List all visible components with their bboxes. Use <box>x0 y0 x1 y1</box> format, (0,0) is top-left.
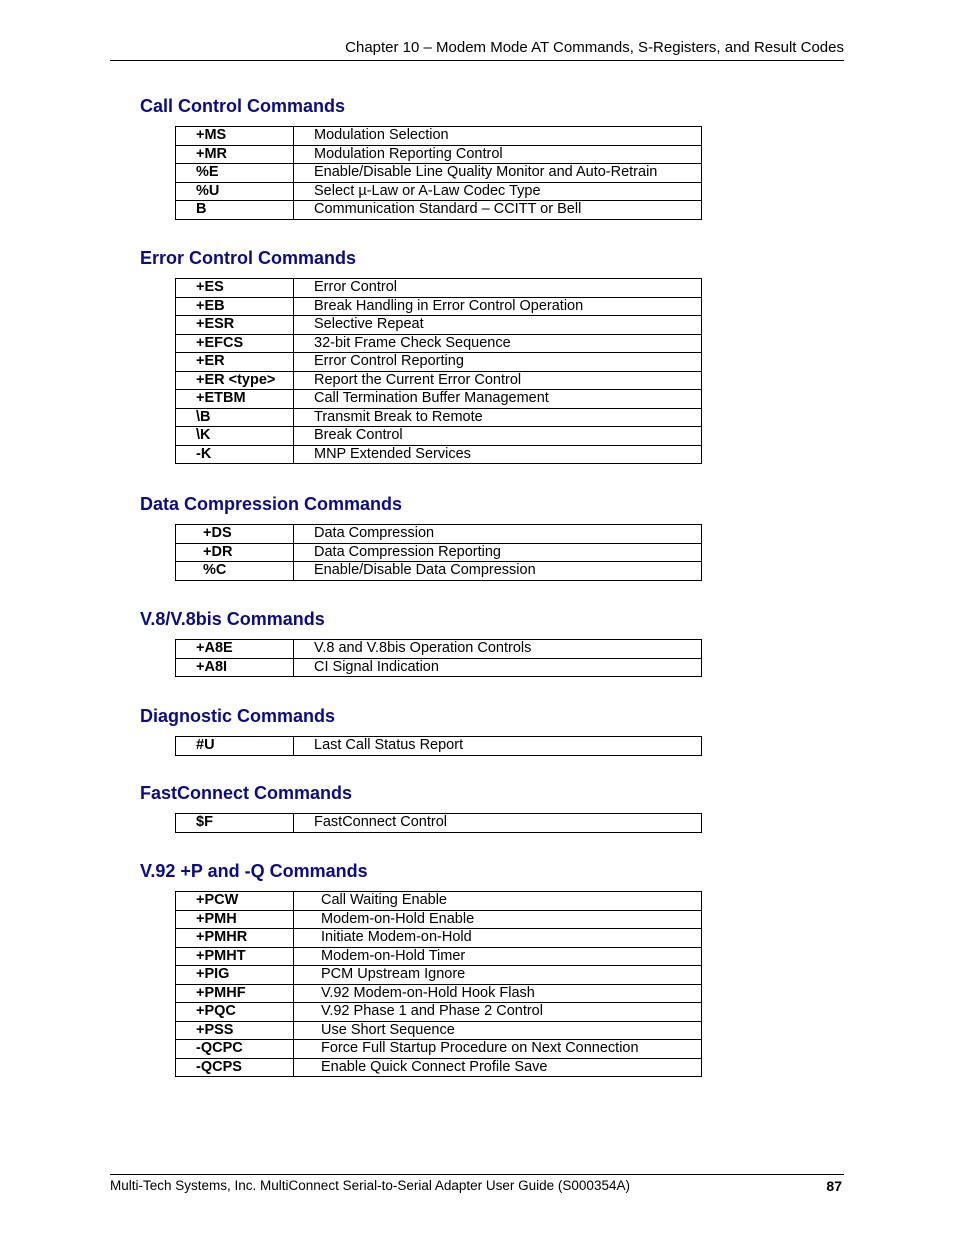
command-cell: +PMH <box>176 910 294 929</box>
table-row <box>176 966 702 985</box>
command-cell: -QCPS <box>176 1058 294 1077</box>
table-row <box>176 145 702 164</box>
command-cell: +PSS <box>176 1021 294 1040</box>
description-cell: Error Control Reporting <box>294 353 702 372</box>
table-row <box>176 182 702 201</box>
table-row <box>176 814 702 833</box>
table-row <box>176 445 702 464</box>
table-row <box>176 353 702 372</box>
command-cell: +DR <box>176 543 294 562</box>
table-row <box>176 562 702 581</box>
table-row <box>176 984 702 1003</box>
footer-rule <box>110 1174 844 1175</box>
command-cell: +PCW <box>176 892 294 911</box>
command-cell: +PMHR <box>176 929 294 948</box>
command-cell: +ES <box>176 279 294 298</box>
table-row <box>176 1040 702 1059</box>
table-row <box>176 334 702 353</box>
command-cell: +PQC <box>176 1003 294 1022</box>
command-table <box>175 736 702 756</box>
command-table <box>175 278 702 464</box>
table-row <box>176 201 702 220</box>
footer-text: Multi-Tech Systems, Inc. MultiConnect Serial-to-Serial Adapter User Guide (S000354A) <box>110 1178 630 1193</box>
description-cell: Call Waiting Enable <box>294 892 702 911</box>
description-cell: Data Compression Reporting <box>294 543 702 562</box>
command-cell: +PMHT <box>176 947 294 966</box>
table-row <box>176 1003 702 1022</box>
command-cell: %U <box>176 182 294 201</box>
section-title: V.8/V.8bis Commands <box>140 609 325 629</box>
description-cell: Modem-on-Hold Timer <box>294 947 702 966</box>
command-cell: %E <box>176 164 294 183</box>
command-cell: +A8I <box>176 658 294 677</box>
description-cell: Enable/Disable Data Compression <box>294 562 702 581</box>
command-cell: +ER <type> <box>176 371 294 390</box>
command-cell: +PIG <box>176 966 294 985</box>
description-cell: FastConnect Control <box>294 814 702 833</box>
description-cell: Break Control <box>294 427 702 446</box>
table-row <box>176 658 702 677</box>
description-cell: Communication Standard – CCITT or Bell <box>294 201 702 220</box>
description-cell: Enable Quick Connect Profile Save <box>294 1058 702 1077</box>
description-cell: V.8 and V.8bis Operation Controls <box>294 640 702 659</box>
table-row <box>176 640 702 659</box>
section-title: V.92 +P and -Q Commands <box>140 861 368 881</box>
command-cell: +MS <box>176 127 294 146</box>
command-cell: \B <box>176 408 294 427</box>
command-table <box>175 813 702 833</box>
description-cell: MNP Extended Services <box>294 445 702 464</box>
command-table <box>175 891 702 1077</box>
table-row <box>176 947 702 966</box>
command-cell: B <box>176 201 294 220</box>
table-row <box>176 390 702 409</box>
description-cell: Call Termination Buffer Management <box>294 390 702 409</box>
table-row <box>176 543 702 562</box>
table-row <box>176 929 702 948</box>
description-cell: Enable/Disable Line Quality Monitor and Auto-Retrain <box>294 164 702 183</box>
command-cell: +A8E <box>176 640 294 659</box>
command-cell: +ETBM <box>176 390 294 409</box>
command-cell: $F <box>176 814 294 833</box>
table-row <box>176 1021 702 1040</box>
header-rule <box>110 60 844 61</box>
command-cell: +ER <box>176 353 294 372</box>
description-cell: Report the Current Error Control <box>294 371 702 390</box>
command-cell: %C <box>176 562 294 581</box>
section-title: Diagnostic Commands <box>140 706 336 726</box>
running-header: Chapter 10 – Modem Mode AT Commands, S-Registers, and Result Codes <box>345 39 844 56</box>
table-row <box>176 1058 702 1077</box>
command-cell: -QCPC <box>176 1040 294 1059</box>
table-row <box>176 892 702 911</box>
table-row <box>176 910 702 929</box>
command-cell: +ESR <box>176 316 294 335</box>
description-cell: PCM Upstream Ignore <box>294 966 702 985</box>
page-footer <box>110 1177 844 1195</box>
table-row <box>176 525 702 544</box>
section-title: Call Control Commands <box>140 96 346 116</box>
description-cell: Initiate Modem-on-Hold <box>294 929 702 948</box>
description-cell: Modulation Reporting Control <box>294 145 702 164</box>
section-title: Data Compression Commands <box>140 494 403 514</box>
description-cell: Use Short Sequence <box>294 1021 702 1040</box>
description-cell: V.92 Phase 1 and Phase 2 Control <box>294 1003 702 1022</box>
table-row <box>176 408 702 427</box>
section-title: Error Control Commands <box>140 248 357 268</box>
command-table <box>175 639 702 677</box>
command-cell: #U <box>176 737 294 756</box>
description-cell: CI Signal Indication <box>294 658 702 677</box>
page-number: 87 <box>826 1178 842 1194</box>
command-cell: +PMHF <box>176 984 294 1003</box>
command-cell: +MR <box>176 145 294 164</box>
description-cell: Error Control <box>294 279 702 298</box>
command-cell: +EFCS <box>176 334 294 353</box>
table-row <box>176 316 702 335</box>
table-row <box>176 127 702 146</box>
description-cell: Selective Repeat <box>294 316 702 335</box>
table-row <box>176 737 702 756</box>
command-cell: +DS <box>176 525 294 544</box>
description-cell: Force Full Startup Procedure on Next Connection <box>294 1040 702 1059</box>
description-cell: Select µ-Law or A-Law Codec Type <box>294 182 702 201</box>
description-cell: Break Handling in Error Control Operation <box>294 297 702 316</box>
description-cell: Data Compression <box>294 525 702 544</box>
description-cell: Modulation Selection <box>294 127 702 146</box>
description-cell: Transmit Break to Remote <box>294 408 702 427</box>
table-row <box>176 427 702 446</box>
table-row <box>176 279 702 298</box>
command-cell: +EB <box>176 297 294 316</box>
command-cell: -K <box>176 445 294 464</box>
table-row <box>176 164 702 183</box>
table-row <box>176 371 702 390</box>
description-cell: Last Call Status Report <box>294 737 702 756</box>
command-table <box>175 524 702 581</box>
command-cell: \K <box>176 427 294 446</box>
table-row <box>176 297 702 316</box>
description-cell: 32-bit Frame Check Sequence <box>294 334 702 353</box>
section-title: FastConnect Commands <box>140 783 353 803</box>
description-cell: V.92 Modem-on-Hold Hook Flash <box>294 984 702 1003</box>
command-table <box>175 126 702 220</box>
description-cell: Modem-on-Hold Enable <box>294 910 702 929</box>
